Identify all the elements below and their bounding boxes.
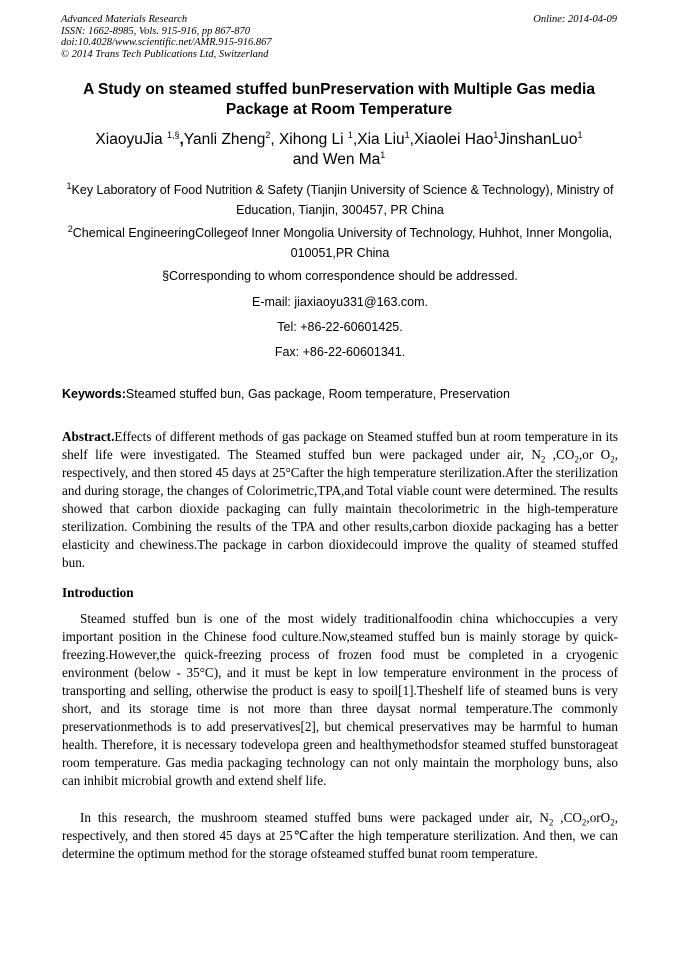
author-superscript: 1 xyxy=(347,129,353,140)
affiliation-text: Chemical EngineeringCollegeof Inner Mongolia University of Technology, Huhhot, Inner Mongolia, 010051,PR China xyxy=(72,226,613,260)
abstract-text: ,or O xyxy=(578,447,611,462)
affiliation-2 xyxy=(62,223,618,263)
author-name: and Wen Ma xyxy=(292,151,381,168)
author-superscript: 1,§ xyxy=(166,129,180,140)
author-superscript: 1 xyxy=(577,129,583,140)
introduction-paragraph-1: Steamed stuffed bun is one of the most widely traditionalfoodin china whichoccupies a very important position in the Chinese food culture.Now,steamed stuffed bun is mainly storage by quick-freezing.However,the quick-freezing process of frozen food must be completed in a cryogenic environment (below - 35°C), and it must be kept in low temperature environment in the process of transporting and selling, otherwise the product is easy to spoil[1].Theshelf life of steamed buns is very short, and its storage time is not more than three daysat normal temperature.The commonly preservationmethods is to add preservatives[2], but chemical preservatives may be harmful to human health. Therefore, it is necessary todevelopa green and healthymethodsfor steamed stuffed bunstorageat room temperature. Gas media packaging technology can not only maintain the morphology buns, also can inhibit microbial growth and extend shelf life. xyxy=(62,611,618,788)
abstract xyxy=(62,428,618,572)
doi-line: doi:10.4028/www.scientific.net/AMR.915-916.867 xyxy=(61,37,272,48)
author-superscript: 1 xyxy=(493,129,499,140)
subscript: 2 xyxy=(540,454,546,465)
fax-line: Fax: +86-22-60601341. xyxy=(274,345,406,359)
author-name: Yanli Zheng xyxy=(183,131,266,148)
subscript: 2 xyxy=(548,817,554,828)
email-line: E-mail: jiaxiaoyu331@163.com. xyxy=(252,295,428,309)
keywords xyxy=(62,386,618,402)
online-date: Online: 2014-04-09 xyxy=(533,14,617,25)
author-name: ,Xia Liu xyxy=(352,131,405,148)
affiliation-1 xyxy=(62,180,618,220)
paragraph-text: In this research, the mushroom steamed stuffed buns were packaged under air, N xyxy=(80,810,549,825)
title-line-1: A Study on steamed stuffed bunPreservation with Multiple Gas media xyxy=(83,81,595,98)
abstract-text: ,CO xyxy=(545,447,575,462)
keywords-text: Steamed stuffed bun, Gas package, Room temperature, Preservation xyxy=(125,387,510,401)
journal-name: Advanced Materials Research xyxy=(61,14,188,25)
author-name: XiaoyuJia xyxy=(95,131,167,148)
author-name: JinshanLuo xyxy=(498,131,578,148)
subscript: 2 xyxy=(581,817,587,828)
copyright-line: © 2014 Trans Tech Publications Ltd, Switzerland xyxy=(61,48,269,60)
paragraph-text: ,orO xyxy=(586,810,611,825)
introduction-paragraph-2 xyxy=(62,809,618,863)
correspondence-note: §Corresponding to whom correspondence should be addressed. xyxy=(162,269,518,283)
abstract-text: Effects of different methods of gas package on Steamed stuffed bun at room temperature in its shelf life were investigated. The Steamed stuffed bun were packaged under air, N xyxy=(62,429,618,462)
author-name: ,Xiaolei Hao xyxy=(409,131,494,148)
subscript: 2 xyxy=(610,817,615,828)
affiliation-marker: 2 xyxy=(67,223,73,234)
tel-line: Tel: +86-22-60601425. xyxy=(277,320,403,334)
abstract-text: , respectively, and then stored 45 days at 25°Cafter the high temperature sterilization.After the sterilization and during storage, the changes of Colorimetric,TPA,and Total viable count were determined. The results showed that carbon dioxide packaging can fully maintain thecolorimetric in the high-temperature sterilization. Combining the results of the TPA and other results,carbon dioxide packaging has a better elasticity and chewiness.The package in carbon dioxidecould improve the quality of steamed stuffed bun. xyxy=(62,447,618,570)
author-superscript: 1 xyxy=(380,149,386,160)
paragraph-text: , respectively, and then stored 45 days at 25℃after the high temperature sterilization. And then, we can determine the optimum method for the storage ofsteamed stuffed bunat room temperature. xyxy=(62,810,618,861)
journal-header xyxy=(61,14,617,60)
paragraph-text: ,CO xyxy=(553,810,582,825)
author-name: , Xihong Li xyxy=(270,131,348,148)
paper-title xyxy=(40,80,638,120)
keywords-label: Keywords: xyxy=(62,387,126,401)
title-line-2: Package at Room Temperature xyxy=(225,101,453,118)
author-superscript: 2 xyxy=(265,129,271,140)
affiliation-text: Key Laboratory of Food Nutrition & Safety (Tianjin University of Science & Technology), Ministry of Education, Tianjin, 300457, PR China xyxy=(71,183,614,217)
subscript: 2 xyxy=(574,454,579,465)
subscript: 2 xyxy=(610,454,615,465)
affiliation-marker: 1 xyxy=(66,180,72,191)
section-heading-introduction: Introduction xyxy=(62,585,134,600)
author-list: XiaoyuJia $^{1,\S}$,Yanli Zheng$^2$, Xihong Li $^1$,Xia Liu$^1$,Xiaolei Hao$^1$JinshanLuo$^1$ and Wen Ma$^1$ xyxy=(95,129,583,168)
issn-line: ISSN: 1662-8985, Vols. 915-916, pp 867-870 xyxy=(61,25,250,37)
author-superscript: 1 xyxy=(404,129,410,140)
abstract-label: Abstract. xyxy=(62,429,115,444)
